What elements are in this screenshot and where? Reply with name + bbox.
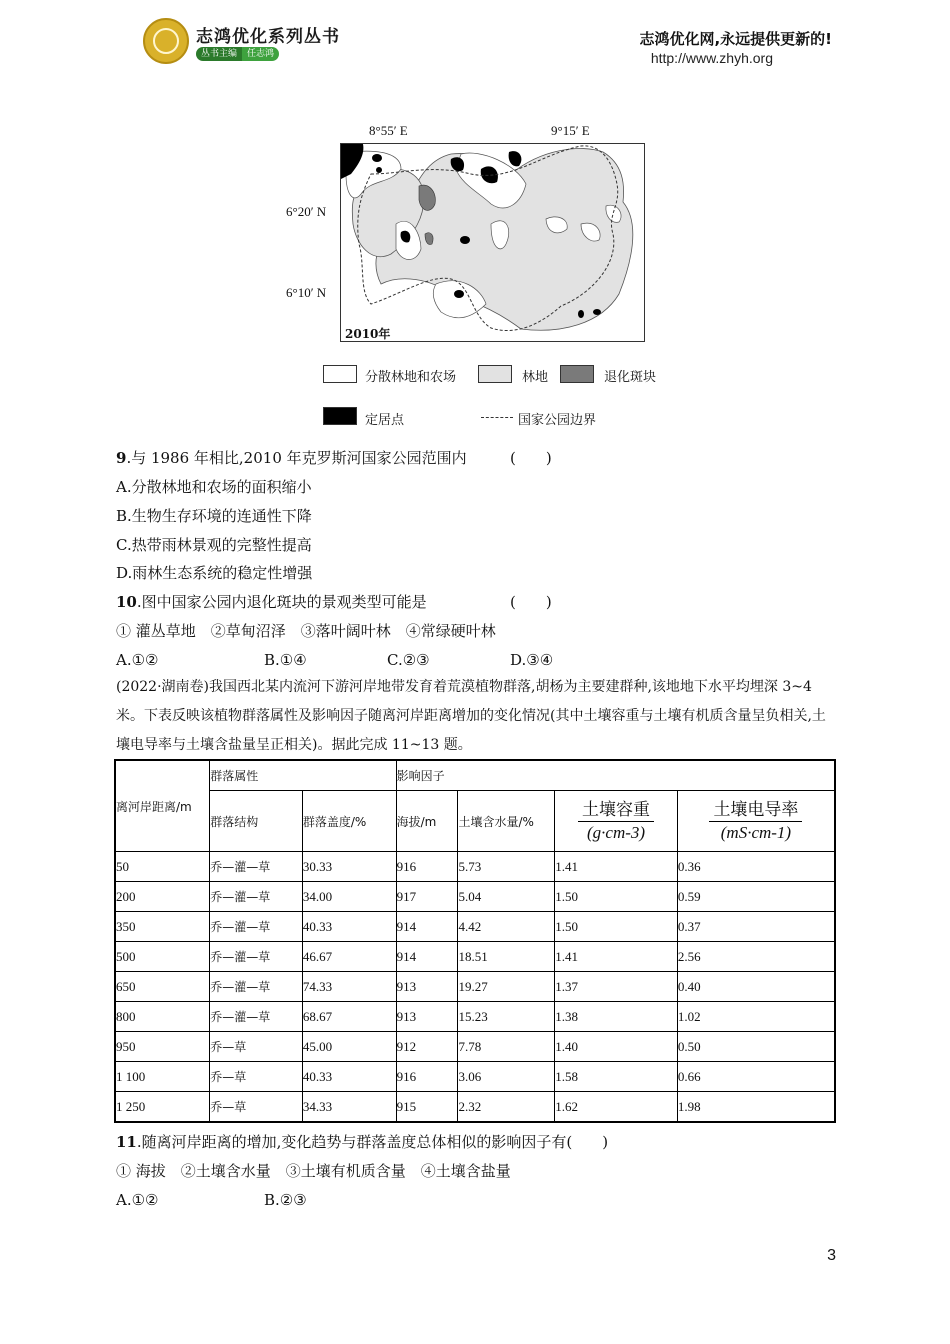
cell-conductivity: 0.59 <box>677 882 835 912</box>
legend-swatch-degraded <box>560 365 594 383</box>
q10-number: 10 <box>116 593 137 611</box>
q9-option-c: C.热带雨林景观的完整性提高 <box>116 536 312 554</box>
cell-density: 1.37 <box>555 972 678 1002</box>
cell-conductivity: 0.40 <box>677 972 835 1002</box>
cell-altitude: 913 <box>396 972 458 1002</box>
cell-cover: 40.33 <box>302 1062 396 1092</box>
q9-text: .与 1986 年相比,2010 年克罗斯河国家公园范围内 <box>126 449 467 467</box>
cell-water: 18.51 <box>458 942 555 972</box>
settlement <box>509 151 522 166</box>
cell-structure: 乔—灌—草 <box>210 942 303 972</box>
cell-density: 1.41 <box>555 942 678 972</box>
q10-option-d: D.③④ <box>510 651 554 669</box>
data-table <box>114 759 836 1123</box>
q11-items: ① 海拔 ②土壤含水量 ③土壤有机质含量 ④土壤含盐量 <box>116 1162 511 1180</box>
map-lat-bottom: 6°10′ N <box>286 285 327 300</box>
legend-label-scattered: 分散林地和农场 <box>365 370 457 385</box>
header-group-factors: 影响因子 <box>396 760 835 791</box>
table-row <box>115 882 835 912</box>
land-cover-map <box>340 143 645 342</box>
cell-cover: 74.33 <box>302 972 396 1002</box>
q9-option-d: D.雨林生态系统的稳定性增强 <box>116 564 313 582</box>
cell-density: 1.58 <box>555 1062 678 1092</box>
cell-density: 1.41 <box>555 852 678 882</box>
header-density-name: 土壤容重 <box>578 799 654 822</box>
cell-density: 1.40 <box>555 1032 678 1062</box>
header-density-unit: (g·cm-3) <box>587 822 646 842</box>
legend-label-boundary: 国家公园边界 <box>518 413 597 428</box>
settlement <box>593 309 601 315</box>
cell-distance: 950 <box>115 1032 210 1062</box>
table-row <box>115 1002 835 1032</box>
q10-option-b: B.①④ <box>264 651 307 669</box>
cell-cover: 30.33 <box>302 852 396 882</box>
cell-altitude: 914 <box>396 912 458 942</box>
cell-cover: 68.67 <box>302 1002 396 1032</box>
cell-water: 15.23 <box>458 1002 555 1032</box>
cell-cover: 34.00 <box>302 882 396 912</box>
cell-structure: 乔—草 <box>210 1062 303 1092</box>
table-row <box>115 1092 835 1123</box>
map-lon-right: 9°15′ E <box>551 123 590 138</box>
q9-blank: ( ) <box>510 449 552 467</box>
q10-stem <box>116 592 427 612</box>
cell-distance: 50 <box>115 852 210 882</box>
header-conductivity-name: 土壤电导率 <box>709 799 802 822</box>
cell-conductivity: 0.37 <box>677 912 835 942</box>
cell-structure: 乔—草 <box>210 1032 303 1062</box>
q11-text: .随离河岸距离的增加,变化趋势与群落盖度总体相似的影响因子有( ) <box>136 1133 609 1151</box>
cell-structure: 乔—灌—草 <box>210 1002 303 1032</box>
cell-structure: 乔—灌—草 <box>210 912 303 942</box>
header-density <box>555 791 678 852</box>
cell-structure: 乔—灌—草 <box>210 852 303 882</box>
logo-seal <box>143 18 189 64</box>
cell-conductivity: 2.56 <box>677 942 835 972</box>
settlement <box>376 167 382 173</box>
cell-distance: 650 <box>115 972 210 1002</box>
passage-text: (2022·湖南卷)我国西北某内流河下游河岸地带发育着荒漠植物群落,胡杨为主要建群种,该地地下水平均埋深 3~4 米。下表反映该植物群落属性及影响因子随离河岸距离增加的变化情况(其中土壤容重与土壤有机质含量呈负相关,土壤电导率与土壤含盐量呈正相关)。据此完成 11~13 题。 <box>116 679 826 753</box>
q10-option-a: A.①② <box>116 651 159 669</box>
table-row <box>115 912 835 942</box>
cell-density: 1.50 <box>555 882 678 912</box>
cell-distance: 1 250 <box>115 1092 210 1123</box>
cell-water: 3.06 <box>458 1062 555 1092</box>
cell-conductivity: 1.02 <box>677 1002 835 1032</box>
cell-altitude: 914 <box>396 942 458 972</box>
cell-distance: 800 <box>115 1002 210 1032</box>
cell-conductivity: 0.50 <box>677 1032 835 1062</box>
settlement <box>578 310 584 318</box>
cell-water: 4.42 <box>458 912 555 942</box>
cell-water: 5.73 <box>458 852 555 882</box>
cell-conductivity: 0.36 <box>677 852 835 882</box>
q10-text: .图中国家公园内退化斑块的景观类型可能是 <box>136 593 427 611</box>
cell-cover: 46.67 <box>302 942 396 972</box>
cell-water: 5.04 <box>458 882 555 912</box>
table-row <box>115 1032 835 1062</box>
settlement <box>454 290 464 298</box>
header-group-community: 群落属性 <box>210 760 396 791</box>
header-structure: 群落结构 <box>210 791 303 852</box>
cell-structure: 乔—草 <box>210 1092 303 1123</box>
q11-option-b: B.②③ <box>264 1191 307 1209</box>
editor-name: 任志鸿 <box>242 47 279 61</box>
header-altitude: 海拔/m <box>396 791 458 852</box>
cell-conductivity: 1.98 <box>677 1092 835 1123</box>
header-slogan: 志鸿优化网,永远提供更新的! <box>639 30 832 48</box>
cell-density: 1.50 <box>555 912 678 942</box>
cell-altitude: 915 <box>396 1092 458 1123</box>
q9-number: 9 <box>116 449 127 467</box>
cell-distance: 200 <box>115 882 210 912</box>
q10-items: ① 灌丛草地 ②草甸沼泽 ③落叶阔叶林 ④常绿硬叶林 <box>116 622 496 640</box>
cell-density: 1.38 <box>555 1002 678 1032</box>
table-body <box>115 852 835 1123</box>
map-year: 2010年 <box>345 327 391 341</box>
table-row <box>115 942 835 972</box>
q9-option-a: A.分散林地和农场的面积缩小 <box>116 478 312 496</box>
cell-cover: 40.33 <box>302 912 396 942</box>
cell-structure: 乔—灌—草 <box>210 882 303 912</box>
table-row <box>115 972 835 1002</box>
cell-altitude: 913 <box>396 1002 458 1032</box>
cell-water: 19.27 <box>458 972 555 1002</box>
q9-option-b: B.生物生存环境的连通性下降 <box>116 507 312 525</box>
legend-swatch-boundary <box>481 417 513 418</box>
header-conductivity-unit: (mS·cm-1) <box>720 822 792 842</box>
cell-density: 1.62 <box>555 1092 678 1123</box>
q10-option-c: C.②③ <box>387 651 430 669</box>
header-cover: 群落盖度/% <box>302 791 396 852</box>
header-url[interactable]: http://www.zhyh.org <box>650 50 773 66</box>
q10-blank: ( ) <box>510 593 552 611</box>
legend-label-settlement: 定居点 <box>365 413 405 428</box>
map-lon-left: 8°55′ E <box>369 123 408 138</box>
legend-swatch-settlement <box>323 407 357 425</box>
q11-stem <box>116 1132 608 1152</box>
header-water: 土壤含水量/% <box>458 791 555 852</box>
q9-stem <box>116 448 467 468</box>
map-canvas <box>341 144 645 342</box>
settlement <box>460 236 470 244</box>
cell-altitude: 916 <box>396 1062 458 1092</box>
cell-distance: 350 <box>115 912 210 942</box>
legend-label-forest: 林地 <box>522 370 549 385</box>
q11-number: 11 <box>116 1133 137 1151</box>
cell-water: 2.32 <box>458 1092 555 1123</box>
cell-altitude: 916 <box>396 852 458 882</box>
header-distance: 离河岸距离/m <box>115 760 210 852</box>
cell-altitude: 912 <box>396 1032 458 1062</box>
cell-distance: 500 <box>115 942 210 972</box>
cell-water: 7.78 <box>458 1032 555 1062</box>
legend-swatch-scattered <box>323 365 357 383</box>
page-number: 3 <box>827 1247 836 1264</box>
legend-swatch-forest <box>478 365 512 383</box>
cell-distance: 1 100 <box>115 1062 210 1092</box>
table-row <box>115 852 835 882</box>
q11-option-a: A.①② <box>116 1191 159 1209</box>
table-row <box>115 1062 835 1092</box>
settlement <box>372 154 382 162</box>
map-lat-top: 6°20′ N <box>286 204 327 219</box>
cell-cover: 34.33 <box>302 1092 396 1123</box>
cell-cover: 45.00 <box>302 1032 396 1062</box>
header-conductivity <box>677 791 835 852</box>
cell-altitude: 917 <box>396 882 458 912</box>
cell-structure: 乔—灌—草 <box>210 972 303 1002</box>
legend-label-degraded: 退化斑块 <box>604 370 657 385</box>
cell-conductivity: 0.66 <box>677 1062 835 1092</box>
editor-label: 丛书主编 <box>196 47 242 61</box>
editor-badge <box>196 47 279 61</box>
series-title: 志鸿优化系列丛书 <box>196 27 340 47</box>
